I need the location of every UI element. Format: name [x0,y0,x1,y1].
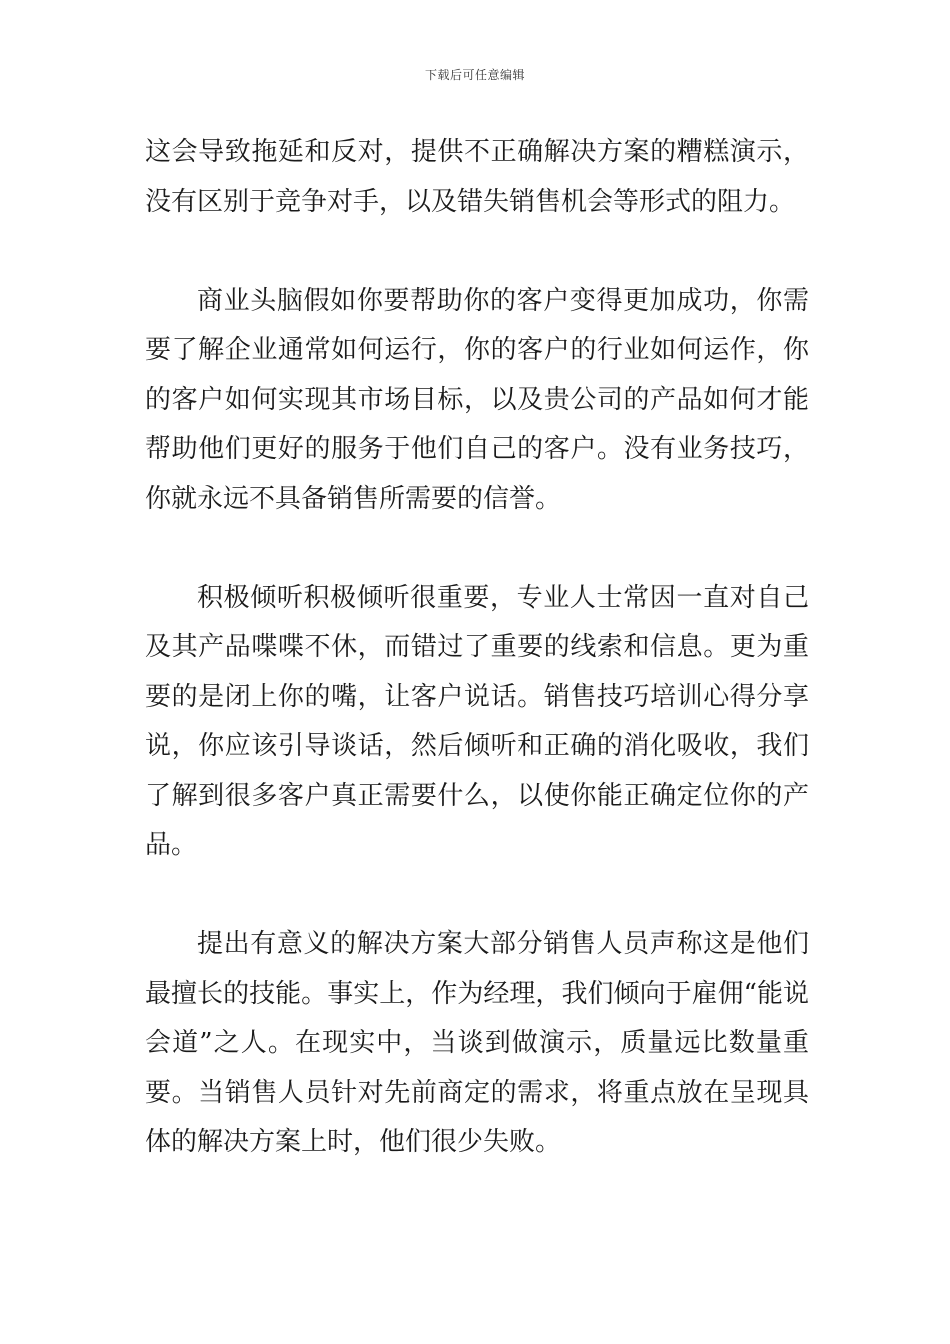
paragraph-continuation: 这会导致拖延和反对，提供不正确解决方案的糟糕演示，没有区别于竞争对手，以及错失销售机会等形式的阻力。 [145,137,809,217]
header-note: 下载后可任意编辑 [424,68,525,82]
paragraph-business-acumen: 商业头脑假如你要帮助你的客户变得更加成功，你需要了解企业通常如何运行，你的客户的行业如何运作，你的客户如何实现其市场目标，以及贵公司的产品如何才能帮助他们更好的服务于他们自己的客户。没有业务技巧，你就永远不具备销售所需要的信誉。 [145,285,809,514]
paragraph-spacer [145,871,809,921]
paragraph-spacer [145,524,809,574]
document-body [145,128,809,1168]
paragraph-spacer [145,227,809,277]
paragraph-meaningful-solutions: 提出有意义的解决方案大部分销售人员声称这是他们最擅长的技能。事实上，作为经理，我们倾向于雇佣“能说会道”之人。在现实中，当谈到做演示，质量远比数量重要。当销售人员针对先前商定的需求，将重点放在呈现具体的解决方案上时，他们很少失败。 [145,929,809,1157]
paragraph-active-listening: 积极倾听积极倾听很重要，专业人士常因一直对自己及其产品喋喋不休，而错过了重要的线索和信息。更为重要的是闭上你的嘴，让客户说话。销售技巧培训心得分享说，你应该引导谈话，然后倾听和正确的消化吸收，我们了解到很多客户真正需要什么，以使你能正确定位你的产品。 [145,582,809,860]
